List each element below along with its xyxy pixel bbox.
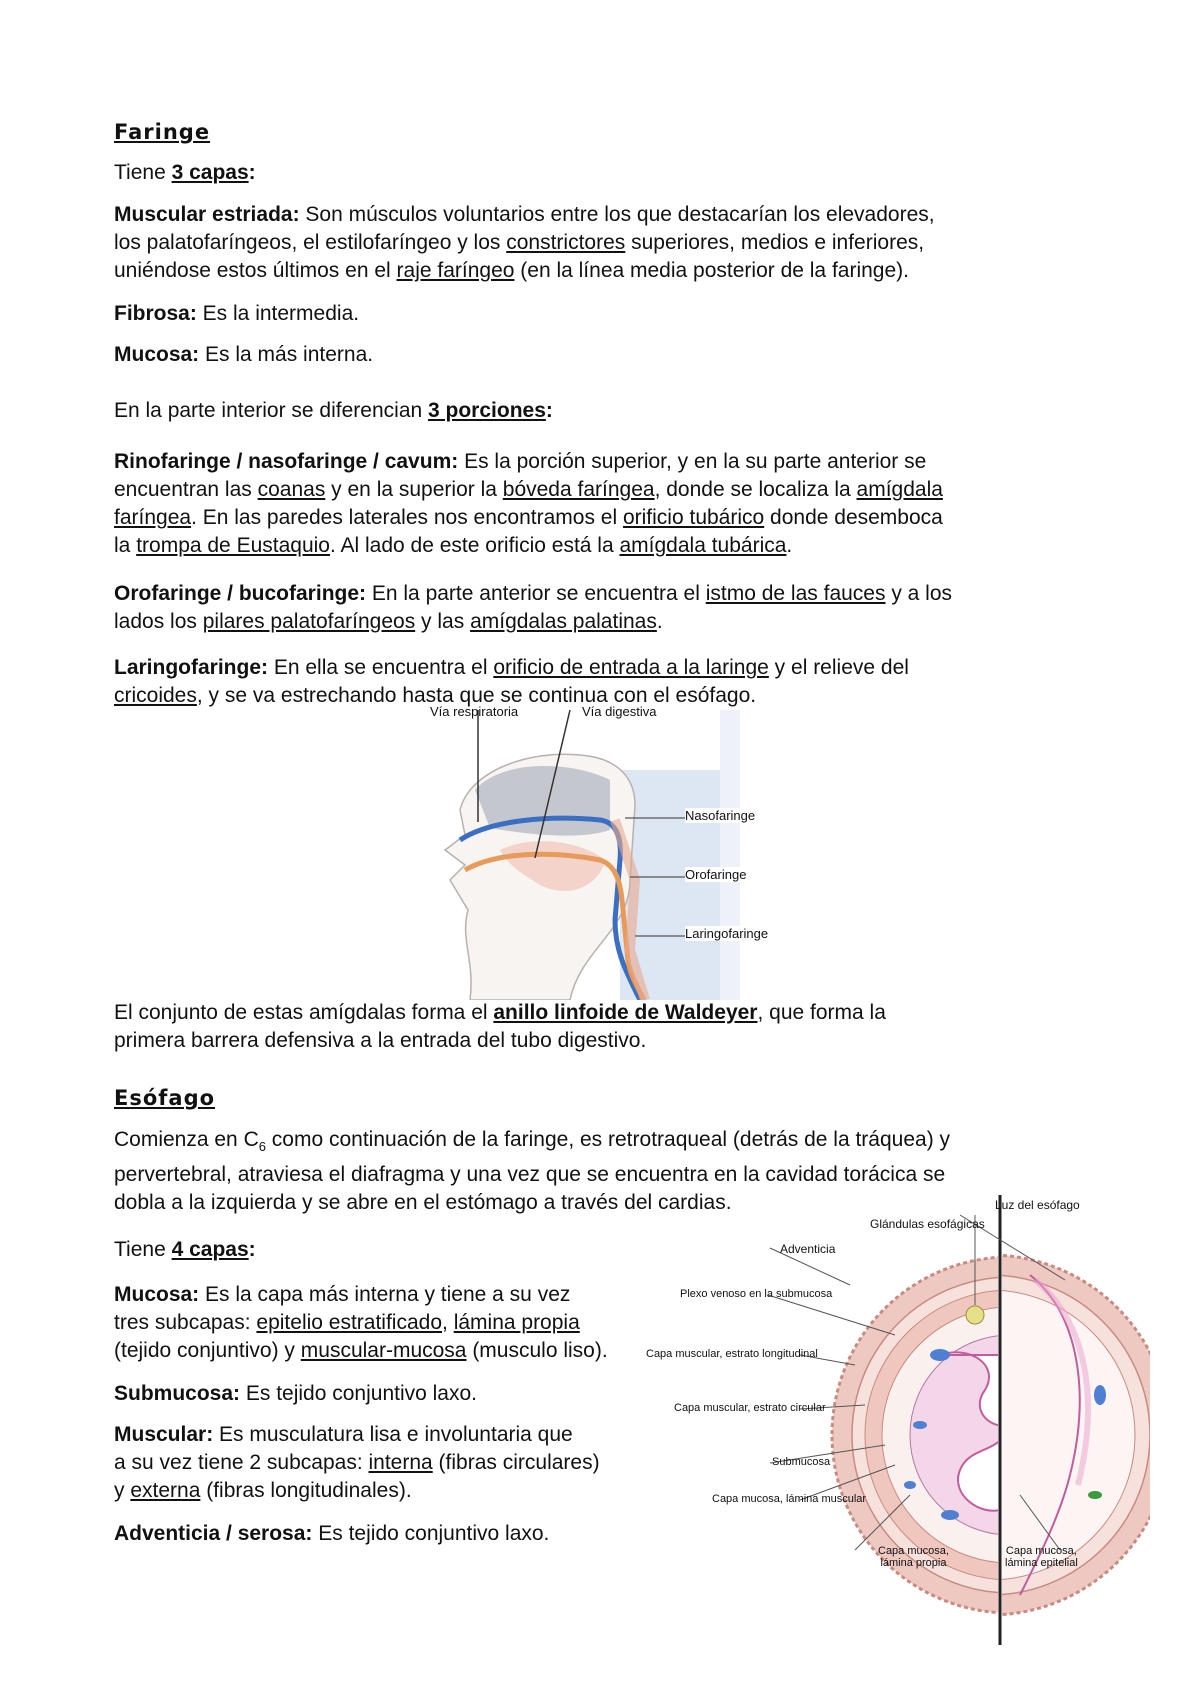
section-title-esofago: Esófago <box>114 1086 216 1110</box>
esophagus-illustration <box>640 1195 1150 1645</box>
label-lamina-epitelial: Capa mucosa, lámina epitelial <box>1005 1545 1078 1569</box>
label-plexo: Plexo venoso en la submucosa <box>680 1288 833 1300</box>
label-via-digestiva: Vía digestiva <box>582 704 657 719</box>
rinofaringe-paragraph: Rinofaringe / nasofaringe / cavum: Es la porción superior, y en la su parte anterior se encuentran las coanas y en la superior la bóveda faríngea, donde se localiza la amígdala faríngea. En las paredes laterales nos encontramos el orificio tubárico donde desemboca la trompa de Eustaquio. Al lado de este orificio está la amígdala tubárica. <box>114 450 943 557</box>
faringe-porciones-intro: En la parte interior se diferencian 3 porciones: <box>114 399 553 422</box>
esofago-capas-intro: Tiene 4 capas: <box>114 1238 256 1261</box>
faringe-capas-intro: Tiene 3 capas: <box>114 161 256 184</box>
pharynx-diagram <box>430 704 780 1000</box>
esofago-intro-paragraph: Comienza en $C_6$ como continuación de la faringe, es retrotraqueal (detrás de la tráquea) y pervertebral, atraviesa el diafragma y una vez que se encuentra en la cavidad torácica se dobla a la izquierda y se abre en el estómago a través del cardias. <box>114 1128 951 1215</box>
laringofaringe-paragraph: Laringofaringe: En ella se encuentra el orificio de entrada a la laringe y el relieve del cricoides, y se va estrechando hasta que se continua con el esófago. <box>114 656 909 707</box>
faringe-muscular-paragraph: Muscular estriada: Son músculos voluntarios entre los que destacarían los elevadores, los palatofaríngeos, el estilofaríngeo y los constrictores superiores, medios e inferiores, uniéndose estos últimos en el raje faríngeo (en la línea media posterior de la faringe). <box>114 203 935 282</box>
label-submucosa: Submucosa <box>772 1456 831 1468</box>
faringe-mucosa-paragraph: Mucosa: Es la más interna. <box>114 343 374 366</box>
orofaringe-paragraph: Orofaringe / bucofaringe: En la parte anterior se encuentra el istmo de las fauces y a los lados los pilares palatofaríngeos y las amígdalas palatinas. <box>114 582 953 633</box>
pharynx-illustration <box>430 710 780 1000</box>
waldeyer-paragraph: El conjunto de estas amígdalas forma el anillo linfoide de Waldeyer, que forma la primera barrera defensiva a la entrada del tubo digestivo. <box>114 1001 886 1052</box>
label-capa-longitudinal: Capa muscular, estrato longitudinal <box>646 1348 818 1360</box>
label-luz-esofago: Luz del esófago <box>995 1198 1080 1212</box>
label-adventicia: Adventicia <box>780 1242 836 1256</box>
faringe-fibrosa-paragraph: Fibrosa: Es la intermedia. <box>114 302 360 325</box>
label-nasofaringe: Nasofaringe <box>685 808 756 823</box>
esofago-submucosa-paragraph: Submucosa: Es tejido conjuntivo laxo. <box>114 1382 477 1405</box>
esofago-mucosa-paragraph: Mucosa: Es la capa más interna y tiene a su vez tres subcapas: epitelio estratificado, lámina propia (tejido conjuntivo) y muscular-mucosa (musculo liso). <box>114 1283 608 1362</box>
label-laringofaringe: Laringofaringe <box>685 926 769 941</box>
label-capa-circular: Capa muscular, estrato circular <box>674 1402 826 1414</box>
esofago-adventicia-paragraph: Adventicia / serosa: Es tejido conjuntivo laxo. <box>114 1522 550 1545</box>
label-glandulas: Glándulas esofágicas <box>870 1217 985 1231</box>
esofago-muscular-paragraph: Muscular: Es musculatura lisa e involuntaria que a su vez tiene 2 subcapas: interna (fibras circulares) y externa (fibras longitudinales). <box>114 1423 600 1502</box>
label-lamina-muscular: Capa mucosa, lámina muscular <box>712 1493 867 1505</box>
section-title-faringe: Faringe <box>114 120 211 144</box>
label-orofaringe: Orofaringe <box>685 867 747 882</box>
label-via-respiratoria: Vía respiratoria <box>430 704 519 719</box>
esophagus-diagram <box>640 1195 1150 1645</box>
plexo-leader <box>768 1295 895 1335</box>
label-lamina-propia: Capa mucosa, lámina propia <box>878 1545 949 1569</box>
